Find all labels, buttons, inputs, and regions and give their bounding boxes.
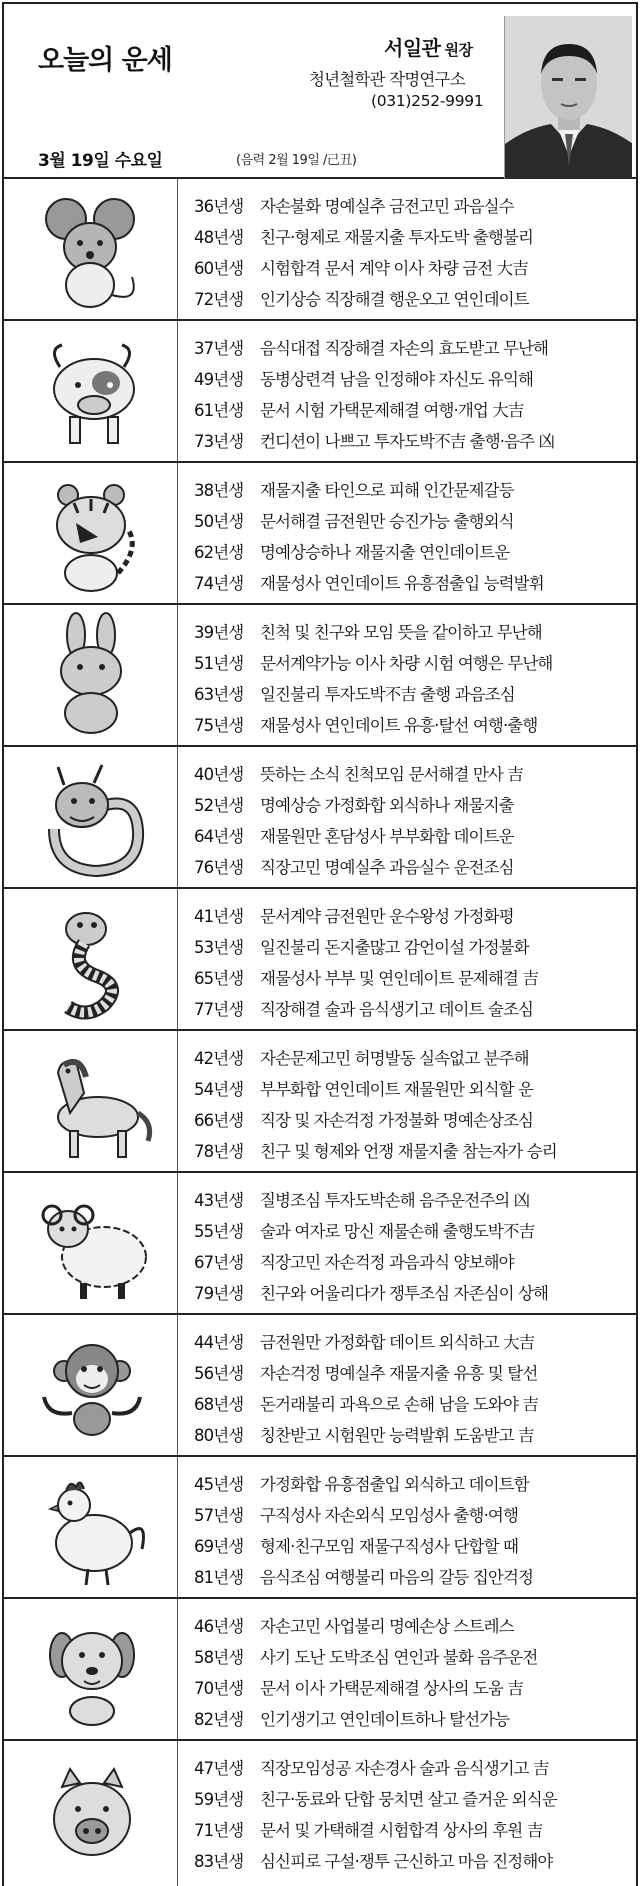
- fortune-line: 81년생 음식조심 여행불리 마음의 갈등 집안걱정: [194, 1567, 534, 1587]
- rabbit-icon: [14, 611, 174, 741]
- author-role: 원장: [444, 41, 473, 59]
- fortune-line: 44년생 금전원만 가정화합 데이트 외식하고 大吉: [194, 1332, 535, 1352]
- pig-icon: [14, 1747, 174, 1877]
- snake-icon: [14, 895, 174, 1025]
- page-title: 오늘의 운세: [38, 45, 172, 76]
- fortune-line: 50년생 문서해결 금전원만 승진가능 출행외식: [194, 511, 514, 531]
- fortune-line: 76년생 직장고민 명예실추 과음실수 운전조심: [194, 857, 514, 877]
- fortune-line: 39년생 친척 및 친구와 모임 뜻을 같이하고 무난해: [194, 622, 542, 642]
- zodiac-row: [2, 1173, 638, 1315]
- sheep-icon: [14, 1179, 174, 1309]
- fortune-line: 60년생 시험합격 문서 계약 이사 차량 금전 大吉: [194, 258, 528, 278]
- zodiac-row: [2, 747, 638, 889]
- author-name: 서일관: [384, 36, 441, 60]
- fortune-line: 47년생 직장모임성공 자손경사 술과 음식생기고 吉: [194, 1758, 549, 1778]
- fortune-line: 49년생 동병상련격 남을 인정해야 자신도 유익해: [194, 369, 534, 389]
- fortune-line: 56년생 자손걱정 명예실추 재물지출 유흥 및 탈선: [194, 1363, 538, 1383]
- fortune-line: 41년생 문서계약 금전원만 운수왕성 가정화평: [194, 906, 514, 926]
- fortune-line: 71년생 문서 및 가택해결 시험합격 상사의 후원 吉: [194, 1820, 543, 1840]
- fortune-line: 57년생 구직성사 자손외식 모임성사 출행·여행: [194, 1505, 519, 1525]
- dog-icon: [14, 1605, 174, 1735]
- fortune-line: 73년생 컨디션이 나쁘고 투자도박不吉 출행·음주 凶: [194, 431, 555, 451]
- fortune-line: 63년생 일진불리 투자도박不吉 출행 과음조심: [194, 684, 515, 704]
- organization: 청년철학관 작명연구소: [309, 70, 465, 89]
- fortune-line: 65년생 재물성사 부부 및 연인데이트 문제해결 吉: [194, 968, 538, 988]
- zodiac-row: [2, 1315, 638, 1457]
- zodiac-row: [2, 321, 638, 463]
- fortune-line: 80년생 칭찬받고 시험원만 능력발휘 도움받고 吉: [194, 1425, 534, 1445]
- fortune-line: 67년생 직장고민 자손걱정 과음과식 양보해야: [194, 1252, 514, 1272]
- fortune-line: 62년생 명예상승하나 재물지출 연인데이트운: [194, 542, 510, 562]
- zodiac-row: [2, 605, 638, 747]
- fortune-line: 70년생 문서 이사 가택문제해결 상사의 도움 吉: [194, 1678, 523, 1698]
- fortune-line: 40년생 뜻하는 소식 친척모임 문서해결 만사 吉: [194, 764, 523, 784]
- fortune-line: 36년생 자손불화 명예실추 금전고민 과음실수: [194, 196, 514, 216]
- zodiac-row: [2, 179, 638, 321]
- fortune-line: 58년생 사기 도난 도박조심 연인과 불화 음주운전: [194, 1647, 538, 1667]
- fortune-line: 78년생 친구 및 형제와 언쟁 재물지출 참는자가 승리: [194, 1141, 557, 1161]
- tiger-icon: [14, 469, 174, 599]
- zodiac-list: [2, 179, 638, 1886]
- fortune-line: 61년생 문서 시험 가택문제해결 여행·개업 大吉: [194, 400, 524, 420]
- zodiac-row: [2, 1457, 638, 1599]
- monkey-icon: [14, 1321, 174, 1451]
- fortune-line: 53년생 일진불리 돈지출많고 감언이설 가정불화: [194, 937, 529, 957]
- fortune-line: 37년생 음식대접 직장해결 자손의 효도받고 무난해: [194, 338, 549, 358]
- dragon-icon: [14, 753, 174, 883]
- fortune-line: 66년생 직장 및 자손걱정 가정불화 명예손상조심: [194, 1110, 534, 1130]
- fortune-line: 38년생 재물지출 타인으로 피해 인간문제갈등: [194, 480, 514, 500]
- fortune-line: 68년생 돈거래불리 과욕으로 손해 남을 도와야 吉: [194, 1394, 538, 1414]
- fortune-line: 46년생 자손고민 사업불리 명예손상 스트레스: [194, 1616, 514, 1636]
- zodiac-row: [2, 463, 638, 605]
- phone-number: (031)252-9991: [371, 92, 484, 110]
- author-photo: [504, 16, 632, 179]
- fortune-line: 52년생 명예상승 가정화합 외식하나 재물지출: [194, 795, 514, 815]
- fortune-line: 42년생 자손문제고민 허명발동 실속없고 분주해: [194, 1048, 529, 1068]
- date: 3월 19일 수요일: [38, 151, 163, 171]
- fortune-line: 54년생 부부화합 연인데이트 재물원만 외식할 운: [194, 1079, 534, 1099]
- zodiac-row: [2, 1741, 638, 1886]
- zodiac-row: [2, 1599, 638, 1741]
- rat-icon: [14, 185, 174, 315]
- fortune-line: 79년생 친구와 어울리다가 쟁투조심 자존심이 상해: [194, 1283, 549, 1303]
- zodiac-row: [2, 889, 638, 1031]
- fortune-line: 51년생 문서계약가능 이사 차량 시험 여행은 무난해: [194, 653, 553, 673]
- fortune-line: 55년생 술과 여자로 망신 재물손해 출행도박不吉: [194, 1221, 535, 1241]
- fortune-line: 69년생 형제·친구모임 재물구직성사 단합할 때: [194, 1536, 519, 1556]
- fortune-line: 45년생 가정화합 유흥점출입 외식하고 데이트함: [194, 1474, 529, 1494]
- fortune-line: 59년생 친구·동료와 단합 뭉치면 살고 즐거운 외식운: [194, 1789, 557, 1809]
- fortune-line: 83년생 심신피로 구설·쟁투 근신하고 마음 진정해야: [194, 1851, 553, 1871]
- lunar-date: (음력 2월 19일 /己丑): [236, 153, 357, 168]
- fortune-line: 72년생 인기상승 직장해결 행운오고 연인데이트: [194, 289, 529, 309]
- fortune-line: 75년생 재물성사 연인데이트 유흥·탈선 여행·출행: [194, 715, 538, 735]
- zodiac-row: [2, 1031, 638, 1173]
- author: [384, 32, 472, 61]
- fortune-line: 82년생 인기생기고 연인데이트하나 탈선가능: [194, 1709, 510, 1729]
- header: [2, 2, 638, 179]
- fortune-line: 74년생 재물성사 연인데이트 유흥점출입 능력발휘: [194, 573, 544, 593]
- rooster-icon: [14, 1463, 174, 1593]
- fortune-line: 43년생 질병조심 투자도박손해 음주운전주의 凶: [194, 1190, 530, 1210]
- horse-icon: [14, 1037, 174, 1167]
- fortune-line: 77년생 직장해결 술과 음식생기고 데이트 술조심: [194, 999, 534, 1019]
- ox-icon: [14, 327, 174, 457]
- fortune-line: 48년생 친구·형제로 재물지출 투자도박 출행불리: [194, 227, 534, 247]
- fortune-line: 64년생 재물원만 혼담성사 부부화합 데이트운: [194, 826, 514, 846]
